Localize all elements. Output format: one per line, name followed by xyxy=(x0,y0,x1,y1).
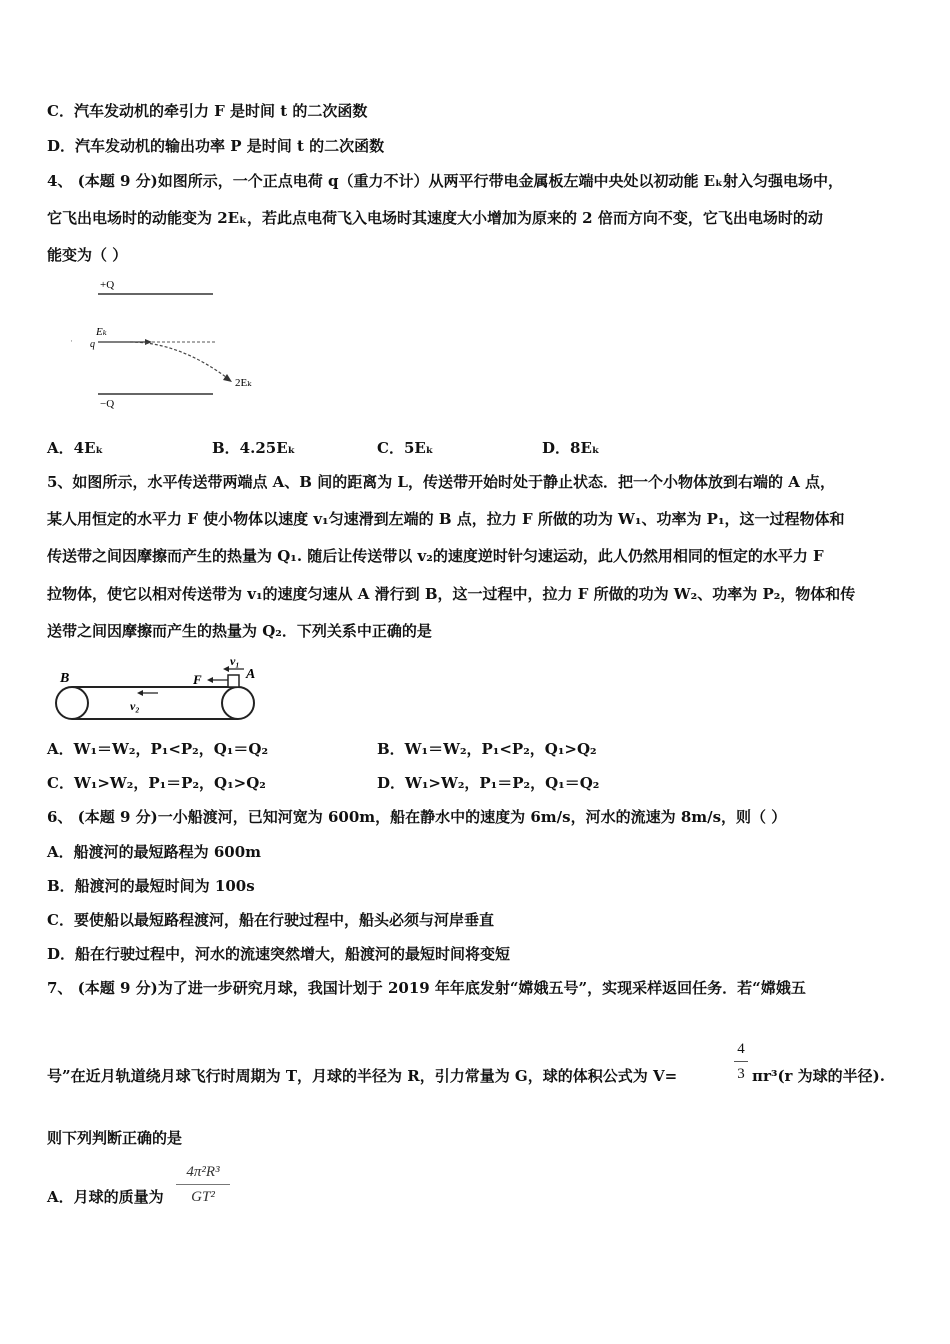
q5-stem-line4: 拉物体，使它以相对传送带为 v₁的速度匀速从 A 滑行到 B，这一过程中，拉力 F 所做的功为 W₂、功率为 P₂，物体和传 xyxy=(47,585,856,603)
q6-option-b: B．船渡河的最短时间为 100s xyxy=(47,877,255,895)
q7-stem-line1: 7、 (本题 9 分)为了进一步研究月球，我国计划于 2019 年年底发射“嫦娥五号”，实现采样返回任务．若“嫦娥五 xyxy=(47,979,806,997)
q7-volume-fraction xyxy=(734,1040,748,1083)
q4-figure-capacitor xyxy=(60,272,280,412)
q5-figure-v1: v₁ xyxy=(230,654,240,668)
q4-figure-ek: Eₖ xyxy=(96,326,107,338)
q6-option-d: D．船在行驶过程中，河水的流速突然增大，船渡河的最短时间将变短 xyxy=(47,945,511,963)
q5-figure-conveyor xyxy=(50,650,270,725)
q7-mass-fraction xyxy=(176,1163,230,1206)
q5-figure-v2: v₂ xyxy=(130,699,140,713)
q5-option-b: B．W₁＝W₂，P₁<P₂，Q₁>Q₂ xyxy=(377,740,597,758)
svg-text:·: · xyxy=(70,336,73,346)
q4-stem-line3: 能变为（ ） xyxy=(47,246,128,264)
q5-figure-f: F xyxy=(193,672,202,687)
q4-option-d: D．8Eₖ xyxy=(542,439,600,457)
q7-stem-line2b: πr³(r 为球的半径). xyxy=(752,1067,885,1085)
q4-stem-line2: 它飞出电场时的动能变为 2Eₖ，若此点电荷飞入电场时其速度大小增加为原来的 2 倍而方向不变，它飞出电场时的动 xyxy=(47,209,823,227)
q4-option-c: C．5Eₖ xyxy=(377,439,434,457)
q5-stem-line5: 送带之间因摩擦而产生的热量为 Q₂．下列关系中正确的是 xyxy=(47,622,432,640)
q7-mass-fraction-numerator: 4π²R³ xyxy=(186,1164,220,1180)
q7-volume-fraction-numerator: 4 xyxy=(737,1041,745,1057)
q5-option-c: C．W₁>W₂，P₁＝P₂，Q₁>Q₂ xyxy=(47,774,266,792)
q4-figure-minus-q: −Q xyxy=(100,398,115,410)
q4-figure-2ek: 2Eₖ xyxy=(235,377,252,389)
q6-option-a: A．船渡河的最短路程为 600m xyxy=(47,843,262,861)
q4-option-a: A．4Eₖ xyxy=(47,439,104,457)
q5-option-a: A．W₁＝W₂，P₁<P₂，Q₁＝Q₂ xyxy=(47,740,269,758)
q5-stem-line2: 某人用恒定的水平力 F 使小物体以速度 v₁匀速滑到左端的 B 点，拉力 F 所做的功为 W₁、功率为 P₁，这一过程物体和 xyxy=(47,510,845,528)
q5-figure-a: A xyxy=(246,667,256,682)
q5-option-d: D．W₁>W₂，P₁＝P₂，Q₁＝Q₂ xyxy=(377,774,600,792)
q4-option-b: B．4.25Eₖ xyxy=(212,439,296,457)
q5-stem-line1: 5、如图所示，水平传送带两端点 A、B 间的距离为 L，传送带开始时处于静止状态．把一个小物体放到右端的 A 点， xyxy=(47,473,836,491)
q7-option-a: A．月球的质量为 xyxy=(47,1188,164,1206)
q4-figure-q: q xyxy=(90,339,95,350)
q6-option-c: C．要使船以最短路程渡河，船在行驶过程中，船头必须与河岸垂直 xyxy=(47,911,494,929)
q7-stem-line2a: 号”在近月轨道绕月球飞行时周期为 T，月球的半径为 R，引力常量为 G，球的体积公式为 V= xyxy=(47,1067,678,1085)
q5-stem-line3: 传送带之间因摩擦而产生的热量为 Q₁. 随后让传送带以 v₂的速度逆时针匀速运动，此人仍然用相同的恒定的水平力 F xyxy=(47,547,824,565)
q5-figure-b: B xyxy=(60,671,70,686)
q3-option-c: C．汽车发动机的牵引力 F 是时间 t 的二次函数 xyxy=(47,102,368,120)
q7-stem-line3: 则下列判断正确的是 xyxy=(47,1129,183,1147)
q3-option-d: D．汽车发动机的输出功率 P 是时间 t 的二次函数 xyxy=(47,137,385,155)
q6-stem: 6、 (本题 9 分)一小船渡河，已知河宽为 600m，船在静水中的速度为 6m/s，河水的流速为 8m/s，则（ ） xyxy=(47,808,787,826)
q7-mass-fraction-denominator: GT² xyxy=(191,1189,215,1205)
q4-figure-plus-q: +Q xyxy=(100,279,115,291)
q7-volume-fraction-denominator: 3 xyxy=(737,1066,745,1082)
q4-stem-line1: 4、 (本题 9 分)如图所示，一个正点电荷 q（重力不计）从两平行带电金属板左端中央处以初动能 Eₖ射入匀强电场中， xyxy=(47,172,843,190)
